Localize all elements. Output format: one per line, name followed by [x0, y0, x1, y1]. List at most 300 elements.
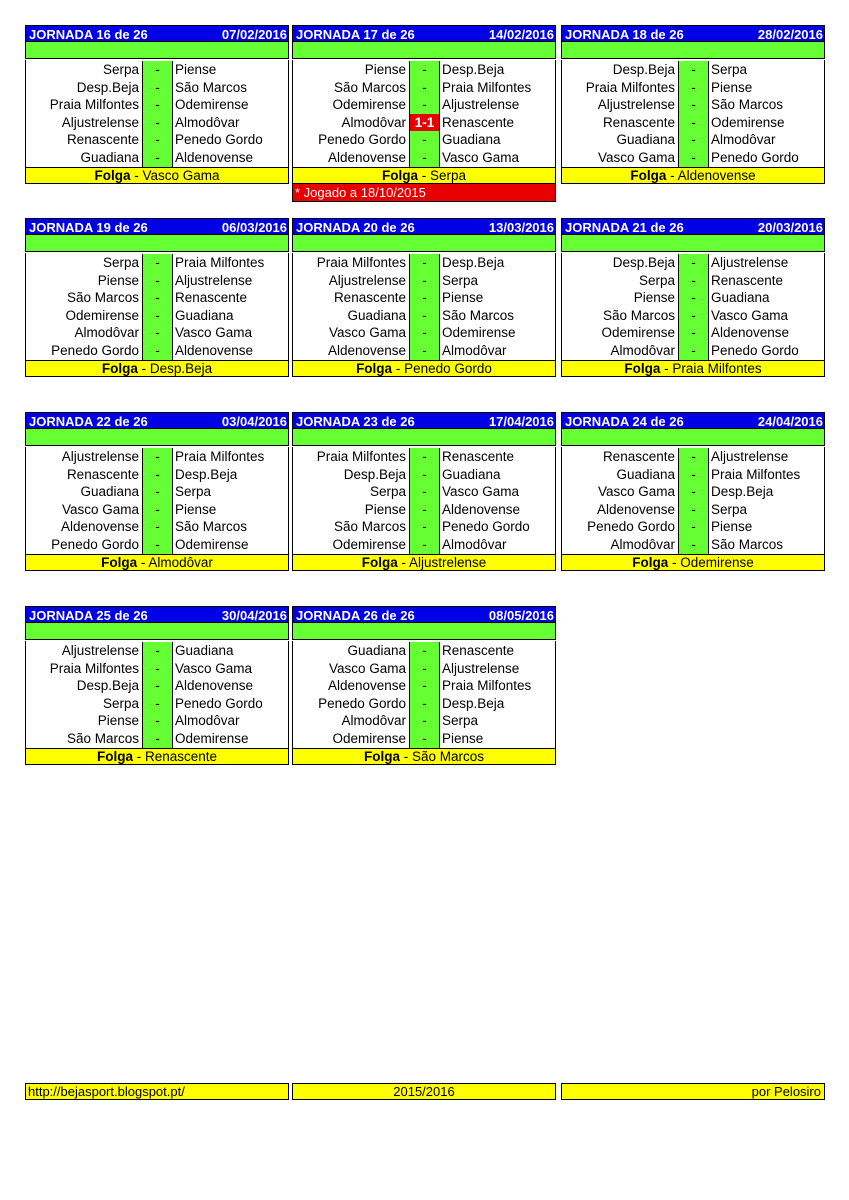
away-team: São Marcos [439, 307, 555, 325]
jornada-date: 17/04/2016 [488, 414, 554, 429]
away-team: Almodôvar [439, 536, 555, 554]
home-team: Vasco Gama [562, 149, 679, 167]
away-team: Aljustrelense [439, 660, 555, 678]
match-row [26, 730, 288, 748]
home-team: Serpa [562, 272, 679, 290]
away-team: Aljustrelense [708, 448, 824, 466]
away-team: Vasco Gama [439, 149, 555, 167]
match-row [26, 642, 288, 660]
match-separator: - [679, 501, 708, 519]
match-separator: - [410, 342, 439, 360]
match-row [562, 518, 824, 536]
jornada-date: 20/03/2016 [757, 220, 823, 235]
away-team: Odemirense [172, 730, 288, 748]
jornada-date: 13/03/2016 [488, 220, 554, 235]
home-team: Penedo Gordo [293, 695, 410, 713]
home-team: Serpa [26, 61, 143, 79]
jornada-date: 28/02/2016 [757, 27, 823, 42]
jornada-header [25, 412, 289, 429]
away-team: Penedo Gordo [439, 518, 555, 536]
home-team: Serpa [26, 254, 143, 272]
match-row [293, 272, 555, 290]
home-team: Piense [293, 61, 410, 79]
jornada-block [561, 218, 825, 377]
away-team: Praia Milfontes [439, 79, 555, 97]
folga-label: Folga [632, 554, 669, 570]
match-separator: - [143, 466, 172, 484]
home-team: Renascente [562, 448, 679, 466]
jornada-header [292, 218, 556, 235]
match-row [26, 536, 288, 554]
home-team: Desp.Beja [26, 79, 143, 97]
match-row [293, 254, 555, 272]
match-separator: - [143, 114, 172, 132]
home-team: Penedo Gordo [562, 518, 679, 536]
jornada-header [561, 25, 825, 42]
away-team: Aljustrelense [439, 96, 555, 114]
match-row [26, 307, 288, 325]
folga-label: Folga [624, 360, 661, 376]
match-row [26, 695, 288, 713]
jornada-date: 03/04/2016 [221, 414, 287, 429]
match-list [292, 641, 556, 748]
away-team: Aljustrelense [172, 272, 288, 290]
match-separator: - [679, 448, 708, 466]
away-team: Penedo Gordo [708, 342, 824, 360]
away-team: Piense [439, 289, 555, 307]
match-separator: - [143, 518, 172, 536]
match-separator: - [410, 324, 439, 342]
folga-label: Folga [101, 360, 138, 376]
match-row [26, 342, 288, 360]
match-separator: - [410, 149, 439, 167]
folga-label: Folga [96, 748, 133, 764]
match-row [562, 342, 824, 360]
footer-season: 2015/2016 [292, 1083, 556, 1100]
folga-team: Renascente [144, 748, 218, 764]
jornada-block [25, 218, 289, 377]
away-team: Guadiana [439, 131, 555, 149]
home-team: Piense [26, 712, 143, 730]
match-row [293, 131, 555, 149]
match-separator: - [679, 289, 708, 307]
match-separator: - [410, 695, 439, 713]
home-team: Guadiana [562, 466, 679, 484]
match-separator: - [143, 501, 172, 519]
match-separator: - [679, 149, 708, 167]
folga-label: Folga [361, 554, 398, 570]
match-row [26, 677, 288, 695]
away-team: Guadiana [172, 642, 288, 660]
match-separator: - [410, 272, 439, 290]
jornada-band [561, 429, 825, 446]
match-row [562, 324, 824, 342]
home-team: Praia Milfontes [26, 660, 143, 678]
match-separator: - [143, 730, 172, 748]
folga-label: Folga [630, 167, 667, 183]
jornada-header [25, 218, 289, 235]
match-separator: - [679, 254, 708, 272]
away-team: Almodôvar [439, 342, 555, 360]
home-team: Renascente [26, 131, 143, 149]
away-team: Penedo Gordo [172, 131, 288, 149]
home-team: Guadiana [562, 131, 679, 149]
home-team: Almodôvar [26, 324, 143, 342]
jornada-band [25, 235, 289, 252]
jornada-band [25, 42, 289, 59]
match-separator: - [143, 342, 172, 360]
jornada-date: 06/03/2016 [221, 220, 287, 235]
away-team: Aldenovense [172, 342, 288, 360]
folga-team: Serpa [430, 167, 467, 183]
away-team: Serpa [172, 483, 288, 501]
match-separator: - [143, 695, 172, 713]
away-team: Guadiana [439, 466, 555, 484]
match-row [562, 536, 824, 554]
match-row [562, 254, 824, 272]
jornada-band [292, 235, 556, 252]
jornada-band [292, 429, 556, 446]
jornada-title: JORNADA 16 de 26 [29, 27, 148, 42]
folga-team: Aljustrelense [408, 554, 487, 570]
match-separator: - [410, 483, 439, 501]
jornada-date: 24/04/2016 [757, 414, 823, 429]
match-row [293, 695, 555, 713]
jornada-header [292, 412, 556, 429]
home-team: Piense [26, 272, 143, 290]
match-separator: - [410, 131, 439, 149]
jornada-band [561, 42, 825, 59]
away-team: Odemirense [172, 96, 288, 114]
match-separator: - [143, 131, 172, 149]
match-separator: - [679, 518, 708, 536]
home-team: Odemirense [26, 307, 143, 325]
match-separator: - [143, 677, 172, 695]
away-team: Renascente [439, 114, 555, 132]
match-list [25, 60, 289, 167]
folga-dash: - [141, 360, 147, 376]
match-row [562, 448, 824, 466]
away-team: Serpa [439, 712, 555, 730]
match-separator: - [410, 642, 439, 660]
folga-row [561, 554, 825, 571]
home-team: Aldenovense [562, 501, 679, 519]
footer-blog-url[interactable]: http://bejasport.blogspot.pt/ [25, 1083, 289, 1100]
away-team: Renascente [439, 448, 555, 466]
match-row [562, 61, 824, 79]
match-row [562, 131, 824, 149]
jornada-title: JORNADA 23 de 26 [296, 414, 415, 429]
folga-dash: - [670, 167, 675, 183]
folga-team: São Marcos [412, 748, 485, 764]
away-team: Vasco Gama [172, 660, 288, 678]
jornada-title: JORNADA 19 de 26 [29, 220, 148, 235]
match-separator: - [143, 448, 172, 466]
match-row [293, 324, 555, 342]
match-row [26, 466, 288, 484]
away-team: Odemirense [439, 324, 555, 342]
jornada-header [25, 606, 289, 623]
match-separator: - [410, 730, 439, 748]
jornada-band [561, 235, 825, 252]
match-row [26, 660, 288, 678]
match-separator: - [143, 642, 172, 660]
away-team: Vasco Gama [439, 483, 555, 501]
match-separator: - [143, 96, 172, 114]
match-separator: - [143, 61, 172, 79]
jornada-date: 08/05/2016 [488, 608, 554, 623]
away-team: Praia Milfontes [172, 448, 288, 466]
home-team: Penedo Gordo [26, 342, 143, 360]
away-team: Praia Milfontes [172, 254, 288, 272]
jornada-title: JORNADA 21 de 26 [565, 220, 684, 235]
match-separator: - [143, 483, 172, 501]
jornada-header [292, 25, 556, 42]
away-team: Praia Milfontes [439, 677, 555, 695]
match-row [26, 272, 288, 290]
match-separator: - [679, 79, 708, 97]
away-team: Piense [708, 79, 824, 97]
folga-row [25, 360, 289, 377]
away-team: Piense [172, 61, 288, 79]
jornada-band [25, 429, 289, 446]
home-team: Desp.Beja [293, 466, 410, 484]
match-row [26, 254, 288, 272]
away-team: Desp.Beja [439, 254, 555, 272]
home-team: Piense [293, 501, 410, 519]
jornada-header [561, 412, 825, 429]
jornada-block [25, 25, 289, 184]
match-row [26, 501, 288, 519]
match-row [293, 96, 555, 114]
match-row [26, 61, 288, 79]
folga-row [561, 360, 825, 377]
folga-team: Vasco Gama [142, 167, 220, 183]
home-team: Guadiana [293, 307, 410, 325]
away-team: Almodôvar [708, 131, 824, 149]
jornada-block [292, 606, 556, 765]
match-separator: - [679, 272, 708, 290]
match-separator: - [143, 712, 172, 730]
match-separator: - [679, 342, 708, 360]
home-team: Vasco Gama [293, 660, 410, 678]
home-team: Praia Milfontes [293, 254, 410, 272]
folga-dash: - [421, 167, 427, 183]
folga-label: Folga [363, 748, 400, 764]
home-team: Guadiana [293, 642, 410, 660]
home-team: Aljustrelense [562, 96, 679, 114]
folga-row [292, 748, 556, 765]
home-team: Desp.Beja [562, 254, 679, 272]
match-separator: - [410, 660, 439, 678]
match-list [292, 60, 556, 167]
away-team: Desp.Beja [439, 61, 555, 79]
jornada-header [292, 606, 556, 623]
home-team: Praia Milfontes [562, 79, 679, 97]
match-row [562, 289, 824, 307]
home-team: Penedo Gordo [293, 131, 410, 149]
match-separator: - [143, 254, 172, 272]
match-list [25, 447, 289, 554]
folga-label: Folga [101, 554, 138, 570]
home-team: Aldenovense [26, 518, 143, 536]
folga-team: Almodôvar [148, 554, 213, 570]
home-team: Odemirense [293, 536, 410, 554]
folga-dash: - [395, 360, 401, 376]
match-separator: - [143, 660, 172, 678]
match-row [293, 114, 555, 132]
away-team: Vasco Gama [172, 324, 288, 342]
match-separator: - [410, 518, 439, 536]
jornada-date: 30/04/2016 [221, 608, 287, 623]
home-team: Guadiana [26, 483, 143, 501]
home-team: Vasco Gama [293, 324, 410, 342]
home-team: Serpa [26, 695, 143, 713]
match-list [561, 60, 825, 167]
jornada-block [292, 25, 556, 202]
match-row [293, 289, 555, 307]
match-row [293, 79, 555, 97]
jornada-header [25, 25, 289, 42]
match-separator: - [410, 96, 439, 114]
home-team: Desp.Beja [562, 61, 679, 79]
match-row [26, 289, 288, 307]
home-team: Aldenovense [293, 149, 410, 167]
match-separator: - [410, 448, 439, 466]
folga-team: Penedo Gordo [404, 360, 492, 376]
match-separator: - [410, 289, 439, 307]
match-row [293, 448, 555, 466]
match-row [293, 61, 555, 79]
jornada-title: JORNADA 26 de 26 [296, 608, 415, 623]
jornada-block [25, 606, 289, 765]
match-list [292, 447, 556, 554]
match-row [293, 518, 555, 536]
away-team: Penedo Gordo [172, 695, 288, 713]
match-separator: - [679, 324, 708, 342]
match-row [562, 272, 824, 290]
folga-label: Folga [356, 360, 393, 376]
match-row [562, 483, 824, 501]
home-team: Vasco Gama [26, 501, 143, 519]
home-team: São Marcos [293, 518, 410, 536]
footer-author: por Pelosiro [561, 1083, 825, 1100]
match-row [26, 448, 288, 466]
match-row [293, 466, 555, 484]
home-team: Praia Milfontes [293, 448, 410, 466]
folga-row [292, 360, 556, 377]
match-separator: - [143, 149, 172, 167]
match-separator: - [679, 483, 708, 501]
jornada-title: JORNADA 24 de 26 [565, 414, 684, 429]
folga-dash: - [136, 748, 142, 764]
postponed-note: * Jogado a 18/10/2015 [292, 184, 556, 202]
match-separator: - [679, 114, 708, 132]
match-row [26, 712, 288, 730]
match-row [293, 677, 555, 695]
jornada-block [25, 412, 289, 571]
jornada-title: JORNADA 25 de 26 [29, 608, 148, 623]
home-team: Almodôvar [562, 536, 679, 554]
folga-dash: - [664, 360, 669, 376]
jornada-header [561, 218, 825, 235]
match-row [293, 483, 555, 501]
match-result: 1-1 [410, 114, 439, 132]
home-team: Odemirense [293, 730, 410, 748]
away-team: São Marcos [708, 536, 824, 554]
folga-dash: - [134, 167, 139, 183]
away-team: Aldenovense [172, 149, 288, 167]
away-team: Aldenovense [172, 677, 288, 695]
home-team: São Marcos [293, 79, 410, 97]
match-separator: - [143, 272, 172, 290]
match-row [293, 536, 555, 554]
away-team: Aldenovense [439, 501, 555, 519]
match-separator: - [410, 254, 439, 272]
match-row [26, 483, 288, 501]
away-team: Serpa [708, 501, 824, 519]
away-team: Serpa [708, 61, 824, 79]
folga-team: Odemirense [680, 554, 754, 570]
match-separator: - [410, 677, 439, 695]
away-team: Odemirense [172, 536, 288, 554]
away-team: Serpa [439, 272, 555, 290]
match-row [26, 114, 288, 132]
home-team: Aljustrelense [26, 642, 143, 660]
match-row [293, 712, 555, 730]
match-list [292, 253, 556, 360]
match-row [562, 79, 824, 97]
match-separator: - [679, 466, 708, 484]
away-team: Vasco Gama [708, 307, 824, 325]
jornada-block [561, 25, 825, 184]
home-team: Renascente [293, 289, 410, 307]
folga-dash: - [140, 554, 146, 570]
jornada-title: JORNADA 18 de 26 [565, 27, 684, 42]
away-team: Piense [439, 730, 555, 748]
jornada-band [25, 623, 289, 640]
home-team: Desp.Beja [26, 677, 143, 695]
away-team: Desp.Beja [708, 483, 824, 501]
away-team: Aldenovense [708, 324, 824, 342]
match-separator: - [143, 79, 172, 97]
home-team: Serpa [293, 483, 410, 501]
away-team: Desp.Beja [172, 466, 288, 484]
match-row [562, 114, 824, 132]
folga-dash: - [403, 748, 409, 764]
away-team: Renascente [439, 642, 555, 660]
home-team: São Marcos [26, 730, 143, 748]
away-team: Penedo Gordo [708, 149, 824, 167]
match-separator: - [410, 466, 439, 484]
match-separator: - [410, 79, 439, 97]
match-separator: - [679, 131, 708, 149]
home-team: Almodôvar [562, 342, 679, 360]
match-row [26, 324, 288, 342]
match-row [562, 501, 824, 519]
folga-team: Desp.Beja [149, 360, 213, 376]
home-team: Odemirense [562, 324, 679, 342]
match-separator: - [410, 307, 439, 325]
match-separator: - [679, 536, 708, 554]
folga-dash: - [401, 554, 406, 570]
folga-label: Folga [381, 167, 418, 183]
jornada-block [561, 412, 825, 571]
folga-dash: - [671, 554, 677, 570]
home-team: Guadiana [26, 149, 143, 167]
match-separator: - [679, 307, 708, 325]
home-team: Renascente [26, 466, 143, 484]
